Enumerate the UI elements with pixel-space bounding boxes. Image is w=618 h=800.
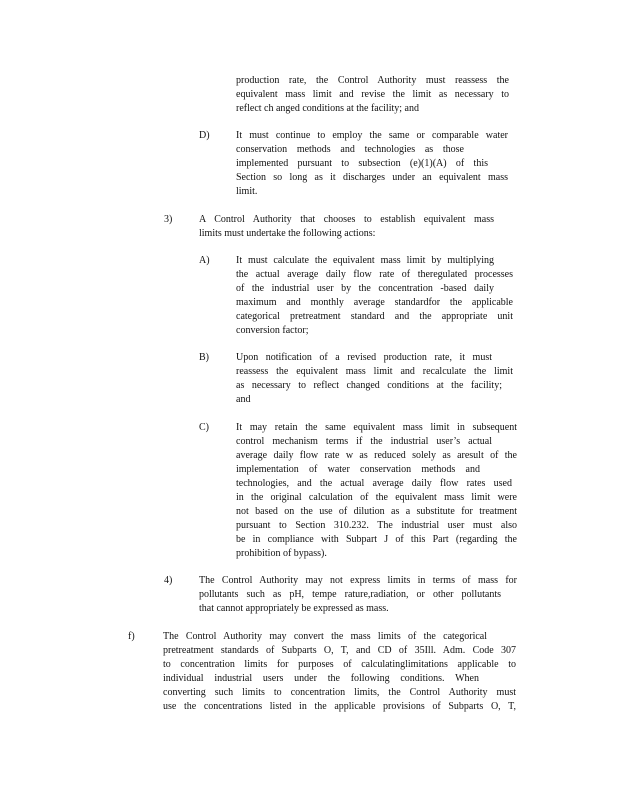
text-line: that cannot appropriately be expressed as mass. <box>199 603 389 614</box>
paragraph-text <box>236 74 509 116</box>
text-line: in the original calculation of the equivalent mass limit were <box>236 492 517 503</box>
paragraph-text <box>236 421 517 561</box>
paragraph-text <box>236 129 508 199</box>
item-label: D) <box>199 130 210 141</box>
text-line: converting such limits to concentration limits, the Control Authority must <box>163 687 516 698</box>
text-line: equivalent mass limit and revise the limit as necessary to <box>236 89 509 100</box>
text-line: limits must undertake the following actions: <box>199 228 376 239</box>
text-line: be in compliance with Subpart J of this Part (regarding the <box>236 534 517 545</box>
text-line: conversion factor; <box>236 325 309 336</box>
text-line: average daily flow rate w as reduced solely as aresult of the <box>236 450 517 461</box>
text-line: categorical pretreatment standard and the appropriate unit <box>236 311 513 322</box>
paragraph-text <box>236 254 513 338</box>
item-label: f) <box>128 631 135 642</box>
item-label: B) <box>199 352 209 363</box>
item-label: C) <box>199 422 209 433</box>
text-line: Upon notification of a revised production rate, it must <box>236 352 492 363</box>
paragraph-text <box>199 574 517 616</box>
text-line: production rate, the Control Authority must reassess the <box>236 75 509 86</box>
text-line: individual industrial users under the following conditions. When <box>163 673 479 684</box>
text-line: maximum and monthly average standardfor the applicable <box>236 297 513 308</box>
text-line: A Control Authority that chooses to establish equivalent mass <box>199 214 494 225</box>
text-line: pursuant to Section 310.232. The industrial user must also <box>236 520 517 531</box>
item-label: 3) <box>164 214 173 225</box>
text-line: of the industrial user by the concentration -based daily <box>236 283 494 294</box>
item-label: A) <box>199 255 210 266</box>
text-line: implemented pursuant to subsection (e)(1)(A) of this <box>236 158 488 169</box>
text-line: prohibition of bypass). <box>236 548 327 559</box>
text-line: It must continue to employ the same or comparable water <box>236 130 508 141</box>
text-line: pollutants such as pH, tempe rature,radiation, or other pollutants <box>199 589 501 600</box>
text-line: the actual average daily flow rate of theregulated processes <box>236 269 513 280</box>
text-line: conservation methods and technologies as those <box>236 144 464 155</box>
text-line: technologies, and the actual average daily flow rates used <box>236 478 512 489</box>
item-label: 4) <box>164 575 173 586</box>
text-line: control mechanism terms if the industrial user’s actual <box>236 436 492 447</box>
text-line: as necessary to reflect changed conditions at the facility; <box>236 380 502 391</box>
text-line: to concentration limits for purposes of calculatinglimitations applicable to <box>163 659 516 670</box>
text-line: It must calculate the equivalent mass limit by multiplying <box>236 255 494 266</box>
text-line: and <box>236 394 251 405</box>
text-line: reflect ch anged conditions at the facility; and <box>236 103 419 114</box>
paragraph-text <box>163 630 516 714</box>
paragraph-text <box>236 351 513 407</box>
text-line: reassess the equivalent mass limit and recalculate the limit <box>236 366 513 377</box>
text-line: implementation of water conservation methods and <box>236 464 480 475</box>
text-line: The Control Authority may not express limits in terms of mass for <box>199 575 517 586</box>
paragraph-text <box>199 213 494 241</box>
text-line: not based on the use of dilution as a substitute for treatment <box>236 506 517 517</box>
text-line: use the concentrations listed in the applicable provisions of Subparts O, T, <box>163 701 516 712</box>
text-line: The Control Authority may convert the mass limits of the categorical <box>163 631 487 642</box>
text-line: Section so long as it discharges under an equivalent mass <box>236 172 508 183</box>
text-line: It may retain the same equivalent mass limit in subsequent <box>236 422 517 433</box>
text-line: limit. <box>236 186 258 197</box>
text-line: pretreatment standards of Subparts O, T, and CD of 35Ill. Adm. Code 307 <box>163 645 516 656</box>
